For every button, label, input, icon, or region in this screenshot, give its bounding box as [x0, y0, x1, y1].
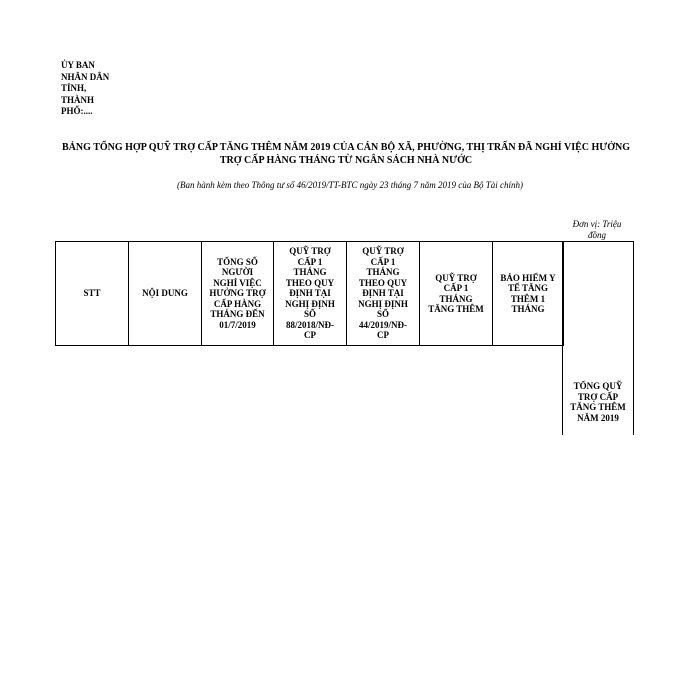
unit-line-1: Đơn vị: Triệu: [572, 219, 622, 229]
org-line: ỦY BAN: [61, 60, 95, 70]
table-header-row: [56, 242, 564, 346]
document-title: [50, 141, 642, 167]
header-stt: STT: [56, 242, 129, 346]
org-line: PHỐ:....: [61, 106, 93, 116]
header-health-insurance: BẢO HIỂM Y TẾ TĂNG THÊM 1 THÁNG: [493, 242, 564, 346]
header-content: NỘI DUNG: [129, 242, 202, 346]
header-total-retirees: TỔNG SỐ NGƯỜI NGHỈ VIỆC HƯỞNG TRỢ CẤP HÀNG THÁNG ĐẾN 01/7/2019: [202, 242, 274, 346]
title-line-2: TRỢ CẤP HÀNG THÁNG TỪ NGÂN SÁCH NHÀ NƯỚC: [219, 155, 473, 166]
title-line-1: BẢNG TỔNG HỢP QUỸ TRỢ CẤP TĂNG THÊM NĂM 2019 CỦA CÁN BỘ XÃ, PHƯỜNG, THỊ TRẤN ĐÃ NGHỈ VIỆC HƯỞNG: [61, 142, 630, 153]
header-fund-decree-88: QUỸ TRỢ CẤP 1 THÁNG THEO QUY ĐỊNH TẠI NGHỊ ĐỊNH SỐ 88/2018/NĐ- CP: [274, 242, 347, 346]
document-subtitle: (Ban hành kèm theo Thông tư số 46/2019/TT-BTC ngày 23 tháng 7 năm 2019 của Bộ Tài chính): [177, 180, 523, 190]
issuing-authority: [61, 60, 121, 118]
header-fund-decree-44: QUỸ TRỢ CẤP 1 THÁNG THEO QUY ĐỊNH TẠI NGHỊ ĐỊNH SỐ 44/2019/NĐ- CP: [347, 242, 420, 346]
header-total-fund-2019: TỔNG QUỸ TRỢ CẤP TĂNG THÊM NĂM 2019: [570, 381, 626, 423]
org-line: NHÂN DÂN: [61, 71, 110, 82]
unit-note: [562, 219, 632, 241]
unit-line-2: đồng: [588, 230, 606, 240]
summary-table: [55, 241, 564, 346]
org-line: THÀNH: [61, 94, 95, 105]
header-fund-increase: QUỸ TRỢ CẤP 1 THÁNG TĂNG THÊM: [420, 242, 493, 346]
org-line: TỈNH,: [61, 83, 87, 93]
